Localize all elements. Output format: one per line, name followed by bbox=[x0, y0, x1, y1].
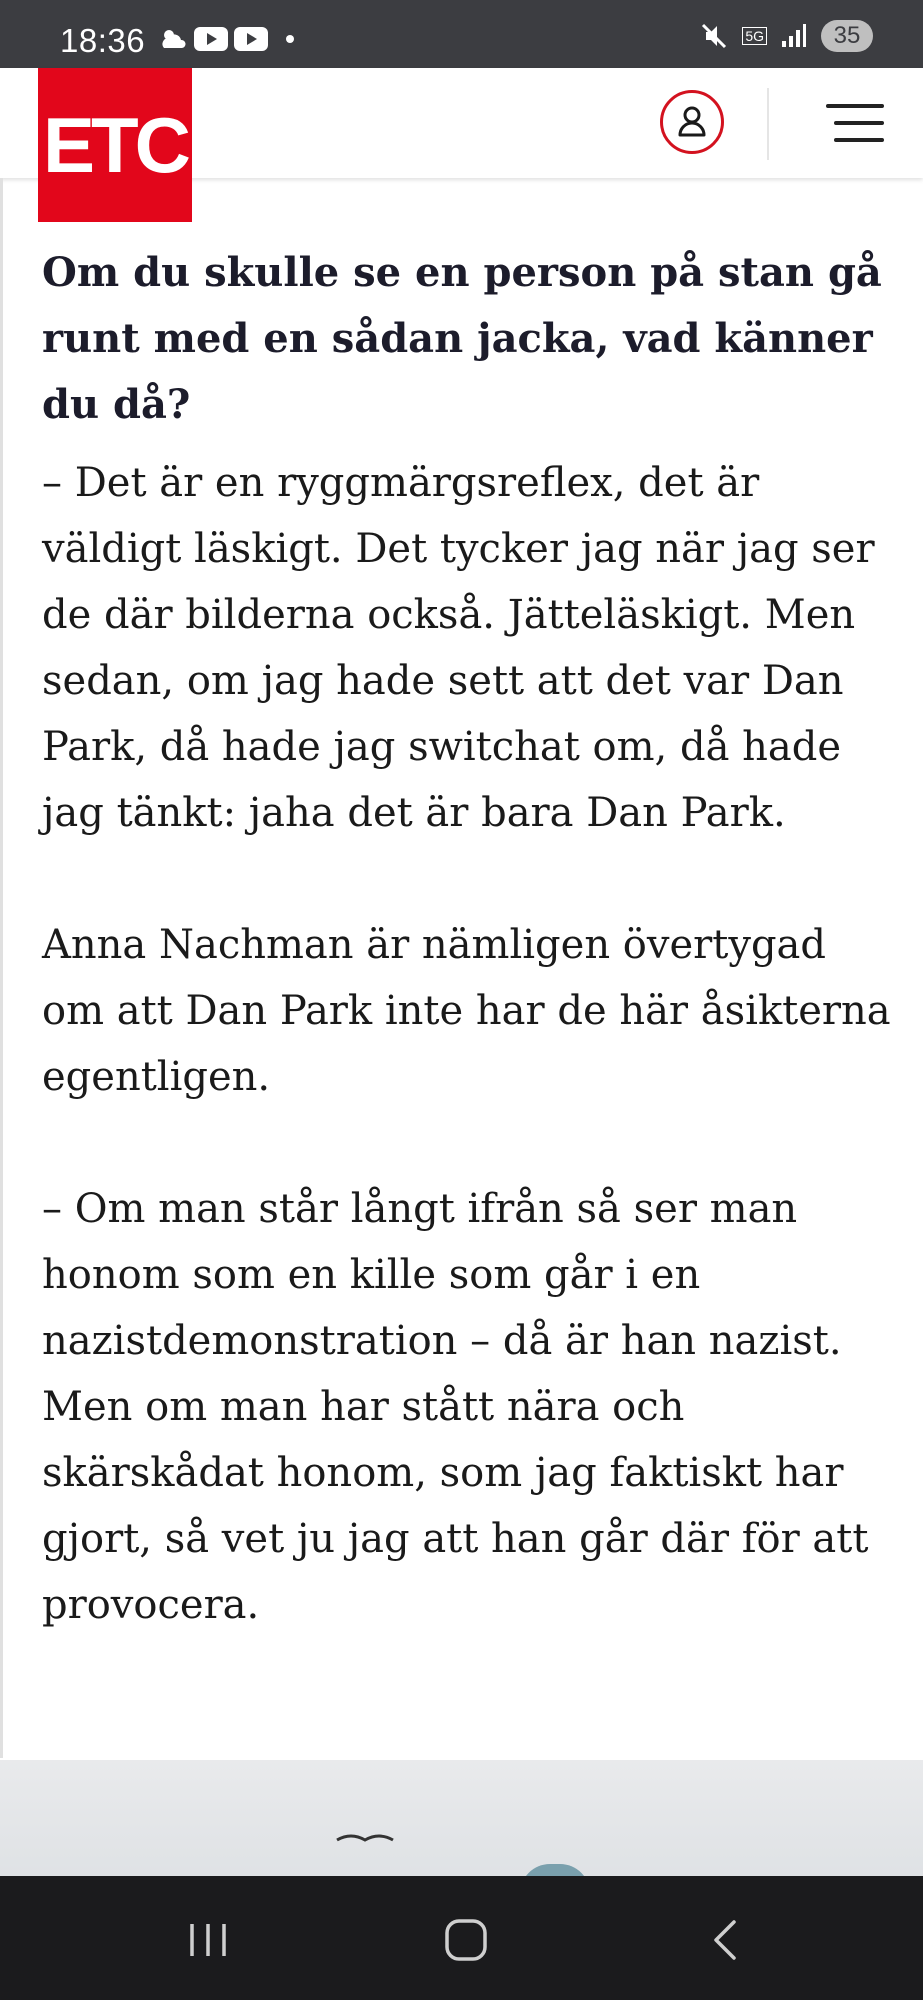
network-type-label: 5G bbox=[742, 27, 767, 45]
content-border bbox=[0, 178, 3, 1758]
person-icon bbox=[663, 93, 721, 151]
article-paragraph: – Det är en ryggmärgsreflex, det är väldigt läskigt. Det tycker jag när jag ser de där bilderna också. Jätteläskigt. Men sedan, om jag hade sett att det var Dan Park, då hade jag switchat om, då hade jag tänkt: jaha det är bara Dan Park. bbox=[42, 460, 875, 836]
youtube-icon bbox=[234, 27, 268, 51]
weather-icon bbox=[158, 26, 188, 52]
menu-button[interactable] bbox=[826, 101, 884, 145]
signal-icon bbox=[781, 24, 807, 48]
hamburger-line bbox=[834, 138, 884, 142]
site-logo[interactable] bbox=[38, 68, 192, 222]
more-notifications-dot-icon bbox=[286, 35, 294, 43]
article-paragraph: Anna Nachman är nämligen övertygad om att Dan Park inte har de här åsikterna egentligen. bbox=[42, 922, 891, 1100]
account-button[interactable] bbox=[660, 90, 724, 154]
battery-indicator: 35 bbox=[821, 20, 873, 52]
recent-apps-icon[interactable] bbox=[186, 1920, 230, 1960]
article-paragraph: – Om man står långt ifrån så ser man honom som en kille som går i en nazistdemonstration – då är han nazist. Men om man har stått nära och skärskådat honom, som jag faktiskt har gjort, så vet ju jag att han går där för att provocera. bbox=[42, 1186, 869, 1628]
notification-icons bbox=[158, 26, 294, 52]
logo-text: ETC bbox=[43, 100, 187, 189]
back-icon[interactable] bbox=[708, 1918, 742, 1962]
bird-shape bbox=[335, 1828, 395, 1848]
status-bar bbox=[0, 0, 923, 68]
system-status-icons bbox=[700, 20, 873, 52]
system-navigation-bar bbox=[0, 1876, 923, 2000]
article-body bbox=[42, 240, 892, 1704]
youtube-icon bbox=[194, 27, 228, 51]
status-time: 18:36 bbox=[60, 22, 146, 59]
article-image bbox=[0, 1760, 923, 1876]
home-icon[interactable] bbox=[444, 1918, 488, 1962]
interview-question: Om du skulle se en person på stan gå runt med en sådan jacka, vad känner du då? bbox=[42, 249, 882, 428]
mute-icon bbox=[700, 22, 728, 50]
hamburger-menu-icon bbox=[826, 104, 884, 108]
hamburger-line bbox=[834, 121, 884, 125]
header-divider bbox=[767, 88, 769, 160]
